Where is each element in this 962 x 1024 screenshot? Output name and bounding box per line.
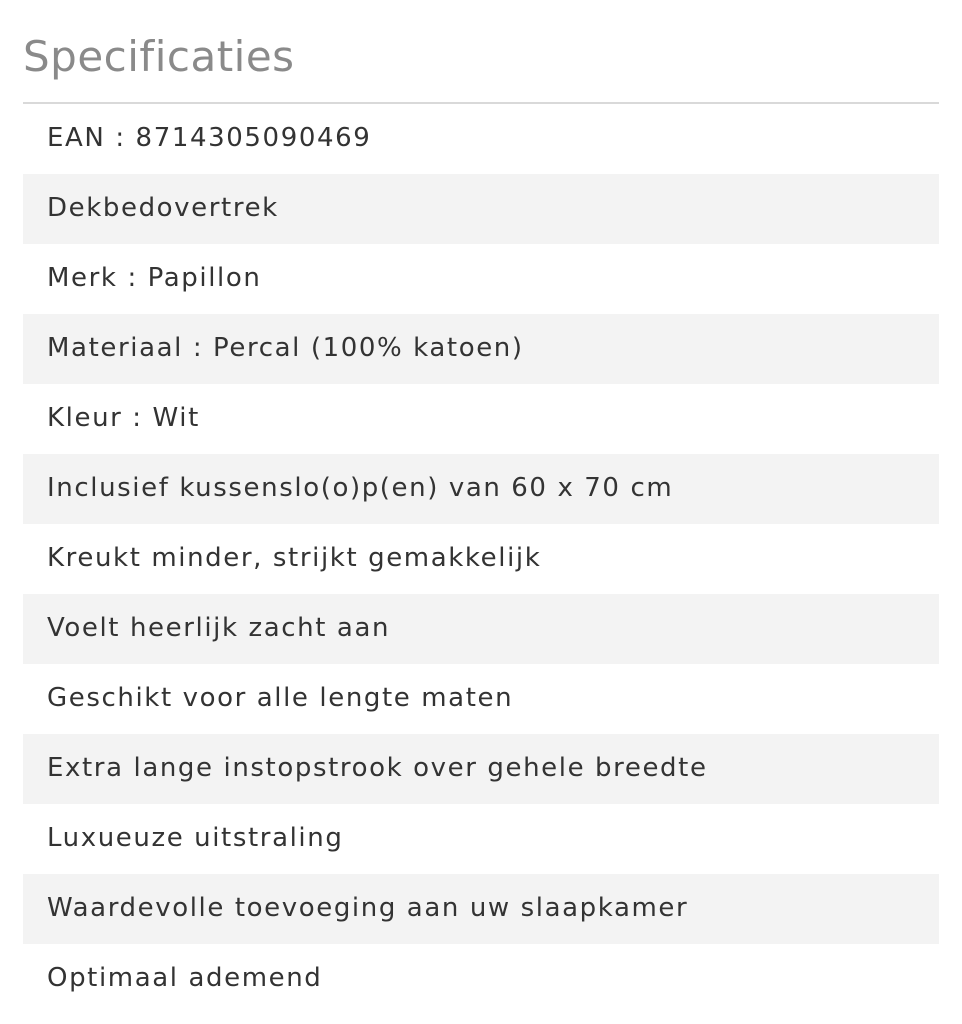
specifications-list: [23, 104, 939, 1014]
spec-row-lengths: Geschikt voor alle lengte maten: [47, 683, 514, 713]
spec-row-wrinkle: Kreukt minder, strijkt gemakkelijk: [47, 543, 542, 573]
specifications-section: [23, 0, 939, 993]
spec-row-luxury: Luxueuze uitstraling: [47, 823, 344, 853]
spec-row-material: Materiaal : Percal (100% katoen): [23, 314, 939, 384]
spec-row-ean: EAN : 8714305090469: [47, 123, 372, 153]
spec-row-color: Kleur : Wit: [47, 403, 200, 433]
spec-row-pillowcases: Inclusief kussenslo(o)p(en) van 60 x 70 cm: [23, 454, 939, 524]
spec-row-softness: Voelt heerlijk zacht aan: [23, 594, 939, 664]
spec-row-addition: Waardevolle toevoeging aan uw slaapkamer: [23, 874, 939, 944]
spec-row-breathable: Optimaal ademend: [47, 963, 323, 993]
spec-row-product-type: Dekbedovertrek: [23, 174, 939, 244]
section-title-text: Specificaties: [23, 32, 295, 81]
section-title: [23, 0, 939, 81]
spec-row-brand: Merk : Papillon: [47, 263, 262, 293]
spec-row-tuck-strip: Extra lange instopstrook over gehele breedte: [23, 734, 939, 804]
